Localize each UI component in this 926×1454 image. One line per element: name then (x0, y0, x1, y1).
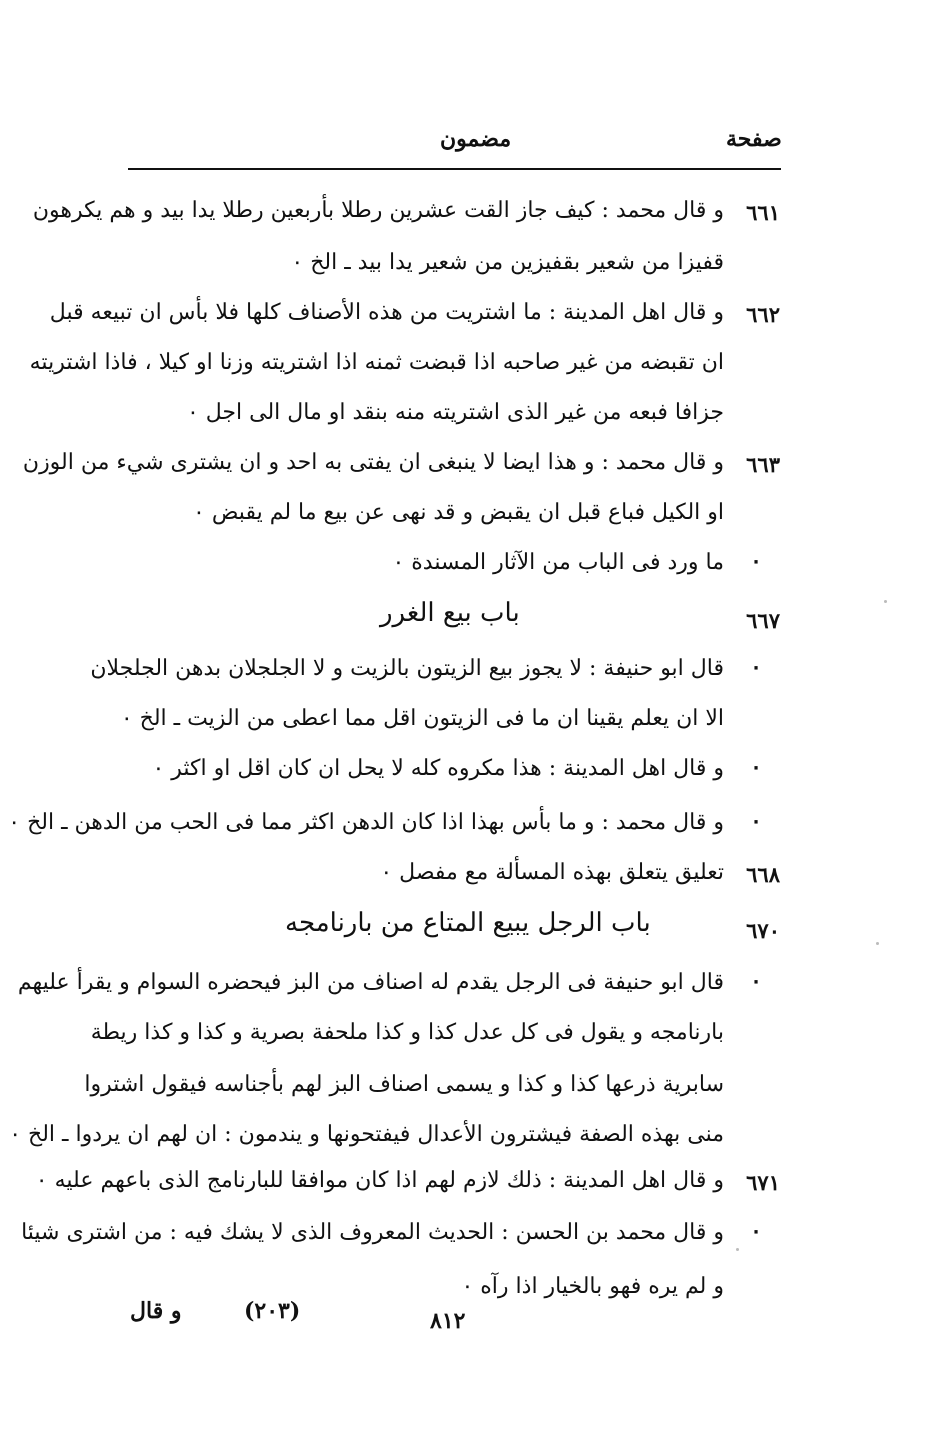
entry-text: و قال اهل المدينة : ما اشتريت من هذه الأصناف كلها فلا بأس ان تبيعه قبل (49, 300, 724, 325)
entry-row (35, 1158, 780, 1206)
entry-bullet: ٠ (750, 1218, 762, 1244)
entry-text: قال ابو حنيفة فى الرجل يقدم له اصناف من البز فيحضره السوام و يقرأ عليهم (17, 970, 724, 995)
entry-row (9, 1112, 780, 1160)
entry-text: سابرية ذرعها كذا و كذا و يسمى اصناف البز لهم بأجناسه فيقول اشتروا (84, 1072, 724, 1097)
entry-text: و قال اهل المدينة : هذا مكروه كله لا يحل ان كان اقل او اكثر ٠ (152, 756, 724, 781)
entry-row (100, 390, 780, 438)
scan-speck (884, 600, 887, 603)
chapter-heading: باب بيع الغرر (380, 598, 520, 628)
entry-bullet: ٠ (750, 548, 762, 574)
entry-row (29, 340, 780, 388)
entry-row (100, 696, 780, 744)
header-content-column: مضمون (440, 126, 512, 152)
entry-bullet: ٠ (750, 754, 762, 780)
scan-speck (876, 942, 879, 945)
entry-row (90, 646, 780, 694)
entry-text: و قال محمد بن الحسن : الحديث المعروف الذى لا يشك فيه : من اشترى شيئا (21, 1220, 724, 1245)
entry-text: ان تقبضه من غير صاحبه اذا قبضت ثمنه اذا اشتريته وزنا او كيلا ، فاذا اشتريته (29, 350, 724, 375)
entry-row (17, 960, 780, 1008)
entry-row (32, 188, 780, 236)
entry-row (21, 1210, 780, 1258)
entry-row (22, 440, 780, 488)
entry-text: و قال اهل المدينة : ذلك لازم لهم اذا كان موافقا للبارنامج الذى باعهم عليه ٠ (35, 1168, 724, 1193)
entry-number: ٦٦٧ (746, 608, 780, 633)
entry-text: جزافا فبعه من غير الذى اشتريته منه بنقد او مال الى اجل ٠ (186, 400, 724, 425)
chapter-heading: باب الرجل يبيع المتاع من بارنامجه (285, 908, 651, 938)
entry-row (100, 906, 780, 954)
page-number: ٨١٢ (430, 1308, 466, 1334)
entry-bullet: ٠ (750, 808, 762, 834)
entry-text: او الكيل فباع قبل ان يقبض و قد نهى عن بيع ما لم يقبض ٠ (193, 500, 724, 525)
entry-text: و قال محمد : و هذا ايضا لا ينبغى ان يفتى به احد و ان يشترى شيء من الوزن (22, 450, 724, 475)
catchword: و قال (130, 1298, 182, 1324)
entry-text: قال ابو حنيفة : لا يجوز بيع الزيتون بالزيت و لا الجلجلان بدهن الجلجلان (90, 656, 724, 681)
entry-number: ٦٦٣ (746, 452, 780, 477)
entry-row (100, 746, 780, 794)
section-number: (٢٠٣) (244, 1298, 301, 1324)
entry-number: ٦٦٢ (746, 302, 780, 327)
entry-number: ٦٦٨ (746, 862, 780, 887)
entry-row (90, 1010, 780, 1058)
entry-number: ٦٧٠ (746, 918, 780, 943)
entry-number: ٦٧١ (746, 1170, 780, 1195)
entry-text: الا ان يعلم يقينا ان ما فى الزيتون اقل مما اعطى من الزيت ـ الخ ٠ (120, 706, 724, 731)
entry-text: منى بهذه الصفة فيشترون الأعدال فيفتحونها و يندمون : ان لهم ان يردوا ـ الخ ٠ (9, 1122, 724, 1147)
entry-text: بارنامجه و يقول فى كل عدل كذا و كذا ملحفة بصرية و كذا و كذا ريطة (90, 1020, 724, 1045)
header-page-column: صفحة (726, 126, 782, 152)
entry-row (100, 850, 780, 898)
entry-bullet: ٠ (750, 654, 762, 680)
entry-number: ٦٦١ (746, 200, 780, 225)
entry-text: و قال محمد : كيف جاز القت عشرين رطلا بأربعين رطلا يدا بيد و هم يكرهون (32, 198, 724, 223)
entry-text: ما ورد فى الباب من الآثار المسندة ٠ (392, 550, 724, 575)
scan-speck (736, 1248, 739, 1251)
entry-row (84, 1062, 780, 1110)
entry-row (49, 290, 780, 338)
entry-row (100, 490, 780, 538)
entry-row (8, 800, 780, 848)
header-rule (128, 168, 781, 170)
entry-text: تعليق يتعلق بهذه المسألة مع مفصل ٠ (380, 860, 724, 885)
entry-row (100, 1264, 780, 1312)
entry-text: و لم يره فهو بالخيار اذا رآه ٠ (461, 1274, 724, 1299)
entry-row (100, 240, 780, 288)
entry-text: قفيزا من شعير بقفيزين من شعير يدا بيد ـ الخ ٠ (291, 250, 724, 275)
entry-row (100, 596, 780, 644)
entry-text: و قال محمد : و ما بأس بهذا اذا كان الدهن اكثر مما فى الحب من الدهن ـ الخ ٠ (8, 810, 724, 835)
entry-row (100, 540, 780, 588)
entry-bullet: ٠ (750, 968, 762, 994)
